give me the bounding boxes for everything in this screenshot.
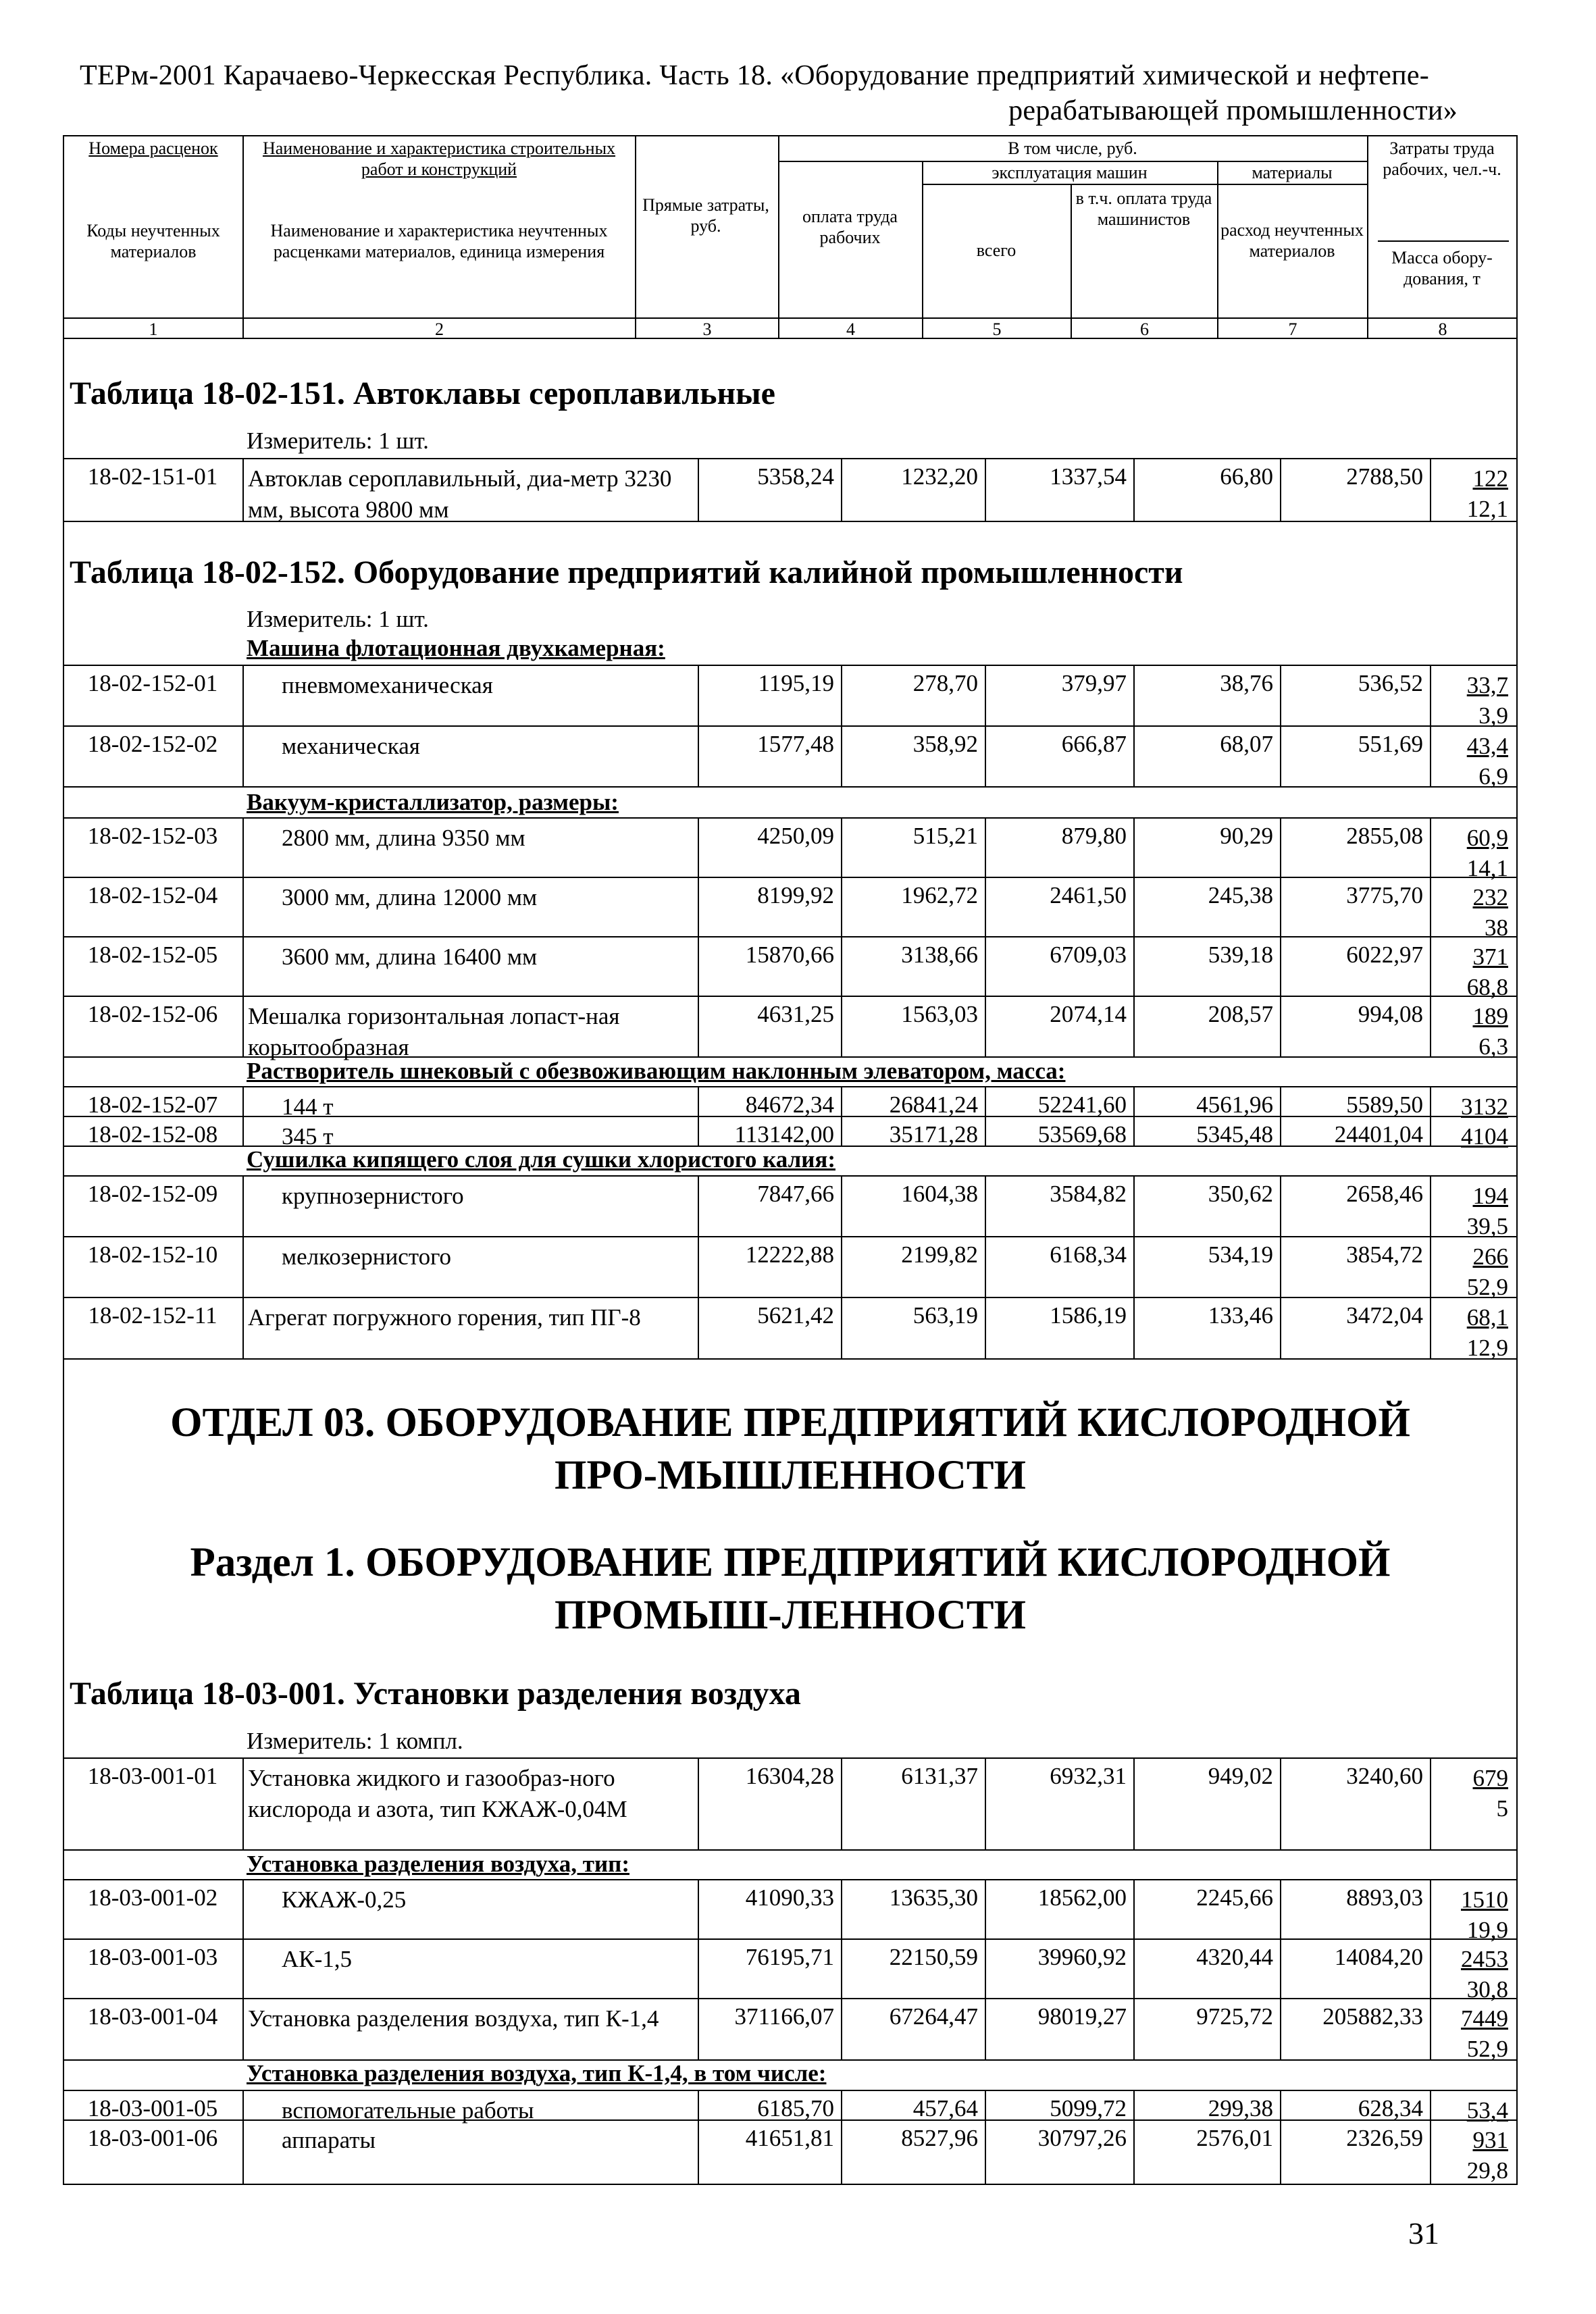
- row-labor-hours: 33,7: [1466, 672, 1508, 698]
- row-labor-mass: [1430, 1117, 1518, 1150]
- row-labor-mass: [1430, 1759, 1518, 1849]
- row-name: крупнозернистого: [242, 1177, 698, 1236]
- table-row: [63, 1086, 1518, 1120]
- row-materials: 994,08: [1280, 997, 1430, 1056]
- col-8-top: Затраты труда рабочих, чел.-ч.: [1383, 138, 1501, 179]
- row-machines-total: 6932,31: [985, 1759, 1133, 1849]
- header-divider: [1071, 184, 1072, 338]
- table-meter: Измеритель: 1 шт.: [247, 606, 429, 632]
- row-labor-hours: 43,4: [1466, 733, 1508, 759]
- row-name: Установка жидкого и газообраз-ного кислорода и азота, тип КЖАЖ-0,04М: [242, 1759, 698, 1849]
- row-materials: 3240,60: [1280, 1759, 1430, 1849]
- row-direct-costs: 15870,66: [698, 937, 841, 996]
- table-row: [63, 458, 1518, 522]
- row-labor-mass: [1430, 1177, 1518, 1239]
- row-labor-pay: 6131,37: [841, 1759, 985, 1849]
- row-machinist-pay: 208,57: [1133, 997, 1280, 1056]
- row-code: 18-02-152-07: [87, 1091, 218, 1118]
- row-equipment-mass: 6,3: [1478, 1033, 1508, 1060]
- table-row: [63, 1938, 1518, 2003]
- row-labor-pay: 1962,72: [841, 878, 985, 936]
- row-labor-hours: 194: [1472, 1183, 1508, 1209]
- section-heading: Раздел 1. ОБОРУДОВАНИЕ ПРЕДПРИЯТИЙ КИСЛОРОДНОЙ ПРОМЫШ-ЛЕННОСТИ: [190, 1540, 1391, 1638]
- row-machinist-pay: 5345,48: [1133, 1117, 1280, 1146]
- row-machinist-pay: 534,19: [1133, 1237, 1280, 1297]
- table-title: Таблица 18-03-001. Установки разделения воздуха: [70, 1676, 801, 1712]
- row-machinist-pay: 299,38: [1133, 2091, 1280, 2119]
- row-direct-costs: 113142,00: [698, 1117, 841, 1146]
- table-row: [63, 996, 1518, 1058]
- table-row: [63, 817, 1518, 881]
- row-code: 18-02-151-01: [87, 463, 218, 490]
- row-direct-costs: 6185,70: [698, 2091, 841, 2119]
- row-code: 18-02-152-04: [87, 882, 218, 908]
- row-code: 18-03-001-04: [87, 2003, 218, 2030]
- row-materials: 2855,08: [1280, 819, 1430, 877]
- row-materials: 5589,50: [1280, 1087, 1430, 1116]
- row-labor-pay: 35171,28: [841, 1117, 985, 1146]
- page-number: 31: [1408, 2216, 1439, 2251]
- row-machines-total: 3584,82: [985, 1177, 1133, 1236]
- row-direct-costs: 84672,34: [698, 1087, 841, 1116]
- col-4-header: оплата труда рабочих: [802, 207, 898, 247]
- col-6-header: в т.ч. оплата труда машинистов: [1075, 188, 1212, 229]
- row-labor-pay: 2199,82: [841, 1237, 985, 1297]
- row-labor-pay: 26841,24: [841, 1087, 985, 1116]
- row-machines-total: 5099,72: [985, 2091, 1133, 2119]
- row-labor-mass: [1430, 819, 1518, 881]
- running-header-line-2: рерабатывающей промышленности»: [1008, 95, 1458, 126]
- header-divider: [778, 135, 779, 338]
- row-equipment-mass: 14,1: [1466, 855, 1508, 881]
- row-machines-total: 379,97: [985, 666, 1133, 725]
- row-name: 3600 мм, длина 16400 мм: [242, 937, 698, 996]
- row-equipment-mass: 30,8: [1466, 1976, 1508, 2003]
- row-code: 18-02-152-11: [88, 1302, 217, 1329]
- row-materials: 3775,70: [1280, 878, 1430, 936]
- row-code: 18-02-152-01: [87, 670, 218, 696]
- row-materials: 2326,59: [1280, 2121, 1430, 2184]
- row-name: 3000 мм, длина 12000 мм: [242, 878, 698, 936]
- row-labor-mass: [1430, 1298, 1518, 1361]
- col-7-header: расход неучтенных материалов: [1220, 220, 1364, 261]
- row-labor-pay: 13635,30: [841, 1880, 985, 1938]
- row-labor-hours: 3132: [1461, 1094, 1508, 1120]
- row-labor-pay: 1604,38: [841, 1177, 985, 1236]
- row-equipment-mass: 6,9: [1478, 763, 1508, 790]
- row-machines-total: 6168,34: [985, 1237, 1133, 1297]
- row-materials: 628,34: [1280, 2091, 1430, 2119]
- row-labor-hours: 232: [1472, 884, 1508, 910]
- table-row: [63, 936, 1518, 1000]
- row-direct-costs: 371166,07: [698, 1999, 841, 2059]
- col-group-header: В том числе, руб.: [1008, 138, 1137, 158]
- row-equipment-mass: 12,9: [1466, 1335, 1508, 1361]
- row-name: 2800 мм, длина 9350 мм: [242, 819, 698, 877]
- row-direct-costs: 12222,88: [698, 1237, 841, 1297]
- row-machines-total: 1586,19: [985, 1298, 1133, 1358]
- row-direct-costs: 8199,92: [698, 878, 841, 936]
- row-name: аппараты: [242, 2121, 698, 2184]
- row-labor-pay: 457,64: [841, 2091, 985, 2119]
- row-labor-mass: [1430, 1940, 1518, 2003]
- col-machines-header: эксплуатация машин: [992, 163, 1148, 182]
- row-labor-hours: 266: [1472, 1243, 1508, 1270]
- row-machinist-pay: 38,76: [1133, 666, 1280, 725]
- row-machines-total: 53569,68: [985, 1117, 1133, 1146]
- row-name: Агрегат погружного горения, тип ПГ-8: [242, 1298, 698, 1358]
- running-header-line-1: ТЕРм-2001 Карачаево-Черкесская Республика. Часть 18. «Оборудование предприятий химической и нефтепе-: [80, 60, 1430, 91]
- row-code: 18-02-152-09: [87, 1181, 218, 1207]
- row-labor-pay: 358,92: [841, 727, 985, 786]
- row-labor-hours: 371: [1472, 944, 1508, 970]
- table-row: [63, 1297, 1518, 1360]
- col-1-top: Номера расценок: [88, 138, 218, 158]
- col-number: 3: [702, 319, 712, 339]
- row-labor-mass: [1430, 2121, 1518, 2184]
- header-divider: [1367, 135, 1368, 338]
- row-materials: 2658,46: [1280, 1177, 1430, 1236]
- row-name: 345 т: [242, 1117, 698, 1146]
- row-direct-costs: 4250,09: [698, 819, 841, 877]
- col-1-bottom: Коды неучтенных материалов: [86, 221, 220, 261]
- row-materials: 14084,20: [1280, 1940, 1430, 1998]
- row-code: 18-03-001-03: [87, 1944, 218, 1970]
- table-row: [63, 1116, 1518, 1150]
- row-name: КЖАЖ-0,25: [242, 1880, 698, 1938]
- row-code: 18-03-001-01: [87, 1763, 218, 1789]
- row-code: 18-02-152-05: [87, 942, 218, 968]
- row-labor-pay: 278,70: [841, 666, 985, 725]
- table-row: [63, 1879, 1518, 1943]
- col-2-top: Наименование и характеристика строительных работ и конструкций: [262, 138, 616, 179]
- row-materials: 205882,33: [1280, 1999, 1430, 2059]
- row-labor-mass: [1430, 1999, 1518, 2062]
- row-machines-total: 18562,00: [985, 1880, 1133, 1938]
- row-name: мелкозернистого: [242, 1237, 698, 1297]
- row-labor-pay: 563,19: [841, 1298, 985, 1358]
- row-labor-mass: [1430, 997, 1518, 1060]
- row-labor-hours: 7449: [1461, 2005, 1508, 2032]
- department-heading: ОТДЕЛ 03. ОБОРУДОВАНИЕ ПРЕДПРИЯТИЙ КИСЛОРОДНОЙ ПРО-МЫШЛЕННОСТИ: [170, 1400, 1410, 1498]
- row-labor-pay: 3138,66: [841, 937, 985, 996]
- row-labor-pay: 8527,96: [841, 2121, 985, 2184]
- row-labor-pay: 67264,47: [841, 1999, 985, 2059]
- table-row: [63, 1175, 1518, 1237]
- row-machinist-pay: 66,80: [1133, 459, 1280, 521]
- row-machinist-pay: 133,46: [1133, 1298, 1280, 1358]
- row-labor-hours: 1510: [1461, 1886, 1508, 1913]
- row-labor-mass: [1430, 727, 1518, 790]
- row-labor-hours: 679: [1472, 1765, 1508, 1791]
- row-labor-hours: 189: [1472, 1003, 1508, 1029]
- row-machines-total: 666,87: [985, 727, 1133, 786]
- row-name: пневмомеханическая: [242, 666, 698, 725]
- group-heading: Установка разделения воздуха, тип К-1,4, в том числе:: [247, 2060, 827, 2086]
- row-equipment-mass: 38: [1485, 915, 1508, 941]
- row-machines-total: 30797,26: [985, 2121, 1133, 2184]
- row-code: 18-02-152-03: [87, 823, 218, 849]
- row-direct-costs: 41651,81: [698, 2121, 841, 2184]
- row-name: механическая: [242, 727, 698, 786]
- row-equipment-mass: 39,5: [1466, 1213, 1508, 1239]
- row-materials: 24401,04: [1280, 1117, 1430, 1146]
- row-labor-mass: [1430, 666, 1518, 729]
- row-machinist-pay: 245,38: [1133, 878, 1280, 936]
- header-divider: [1217, 161, 1218, 338]
- row-name: вспомогательные работы: [242, 2091, 698, 2119]
- row-name: Автоклав сероплавильный, диа-метр 3230 мм, высота 9800 мм: [242, 459, 698, 521]
- row-equipment-mass: 68,8: [1466, 974, 1508, 1000]
- row-labor-mass: [1430, 1880, 1518, 1943]
- row-name: 144 т: [242, 1087, 698, 1116]
- col-2-bottom: Наименование и характеристика неучтенных расценками материалов, единица измерения: [270, 221, 608, 261]
- row-machines-total: 2074,14: [985, 997, 1133, 1056]
- row-materials: 8893,03: [1280, 1880, 1430, 1938]
- row-labor-hours: 68,1: [1466, 1304, 1508, 1331]
- row-machines-total: 6709,03: [985, 937, 1133, 996]
- row-machines-total: 2461,50: [985, 878, 1133, 936]
- header-divider: [922, 161, 923, 338]
- row-labor-hours: 60,9: [1466, 825, 1508, 851]
- col-materials-header: материалы: [1252, 163, 1333, 182]
- row-code: 18-03-001-02: [87, 1884, 218, 1911]
- row-name: АК-1,5: [242, 1940, 698, 1998]
- table-row: [63, 2119, 1518, 2185]
- row-materials: 536,52: [1280, 666, 1430, 725]
- row-machines-total: 879,80: [985, 819, 1133, 877]
- row-direct-costs: 1577,48: [698, 727, 841, 786]
- col-8-bottom: Масса обору-дования, т: [1391, 248, 1493, 288]
- row-labor-mass: [1430, 1237, 1518, 1300]
- row-machinist-pay: 350,62: [1133, 1177, 1280, 1236]
- table-title: Таблица 18-02-152. Оборудование предприятий калийной промышленности: [70, 555, 1183, 590]
- row-name: Установка разделения воздуха, тип К-1,4: [242, 1999, 698, 2059]
- row-direct-costs: 4631,25: [698, 997, 841, 1056]
- row-materials: 3854,72: [1280, 1237, 1430, 1297]
- row-labor-pay: 1232,20: [841, 459, 985, 521]
- row-machinist-pay: 4561,96: [1133, 1087, 1280, 1116]
- table-row: [63, 1236, 1518, 1298]
- row-labor-hours: 122: [1472, 465, 1508, 492]
- group-heading: Сушилка кипящего слоя для сушки хлористого калия:: [247, 1146, 835, 1173]
- row-labor-hours: 931: [1472, 2127, 1508, 2153]
- row-name: Мешалка горизонтальная лопаст-ная корытообразная: [242, 997, 698, 1056]
- row-labor-mass: [1430, 937, 1518, 1000]
- col-3-header: Прямые затраты, руб.: [642, 195, 769, 236]
- row-code: 18-03-001-05: [87, 2095, 218, 2122]
- header-divider: [778, 161, 1367, 162]
- row-direct-costs: 41090,33: [698, 1880, 841, 1938]
- row-equipment-mass: 19,9: [1466, 1917, 1508, 1943]
- row-labor-hours: 4104: [1461, 1123, 1508, 1150]
- col-number: 1: [149, 319, 158, 339]
- row-labor-hours: 2453: [1461, 1946, 1508, 1972]
- row-machines-total: 39960,92: [985, 1940, 1133, 1998]
- row-direct-costs: 5358,24: [698, 459, 841, 521]
- row-labor-mass: [1430, 1087, 1518, 1120]
- row-materials: 551,69: [1280, 727, 1430, 786]
- row-direct-costs: 1195,19: [698, 666, 841, 725]
- row-labor-pay: 515,21: [841, 819, 985, 877]
- row-code: 18-03-001-06: [87, 2125, 218, 2151]
- row-labor-mass: [1430, 2091, 1518, 2124]
- row-direct-costs: 5621,42: [698, 1298, 841, 1358]
- row-equipment-mass: 52,9: [1466, 2036, 1508, 2062]
- header-divider: [922, 184, 1367, 185]
- row-materials: 6022,97: [1280, 937, 1430, 996]
- row-machinist-pay: 90,29: [1133, 819, 1280, 877]
- table-row: [63, 725, 1518, 788]
- col-number: 5: [992, 319, 1002, 339]
- row-equipment-mass: 29,8: [1466, 2157, 1508, 2184]
- row-machinist-pay: 949,02: [1133, 1759, 1280, 1849]
- row-equipment-mass: 12,1: [1466, 496, 1508, 522]
- table-meter: Измеритель: 1 шт.: [247, 428, 429, 454]
- row-machinist-pay: 2576,01: [1133, 2121, 1280, 2184]
- row-equipment-mass: 3,9: [1478, 702, 1508, 729]
- row-machines-total: 1337,54: [985, 459, 1133, 521]
- row-labor-mass: [1430, 878, 1518, 941]
- col-5-header: всего: [976, 240, 1016, 260]
- table-row: [63, 877, 1518, 941]
- row-code: 18-02-152-06: [87, 1001, 218, 1027]
- row-machinist-pay: 2245,66: [1133, 1880, 1280, 1938]
- row-equipment-mass: 52,9: [1466, 1274, 1508, 1300]
- group-heading: Установка разделения воздуха, тип:: [247, 1851, 629, 1877]
- row-machinist-pay: 9725,72: [1133, 1999, 1280, 2059]
- col-number: 2: [435, 319, 444, 339]
- row-labor-pay: 22150,59: [841, 1940, 985, 1998]
- group-heading: Вакуум-кристаллизатор, размеры:: [247, 789, 619, 815]
- col-number: 7: [1288, 319, 1297, 339]
- row-labor-mass: [1430, 459, 1518, 521]
- table-meter: Измеритель: 1 компл.: [247, 1728, 463, 1754]
- table-row: [63, 665, 1518, 727]
- header-divider: [242, 135, 244, 338]
- table-row: [63, 1757, 1518, 1851]
- table-title: Таблица 18-02-151. Автоклавы сероплавильные: [70, 376, 775, 411]
- row-machinist-pay: 68,07: [1133, 727, 1280, 786]
- row-code: 18-02-152-10: [87, 1241, 218, 1268]
- group-heading: Машина флотационная двухкамерная:: [247, 635, 665, 661]
- row-direct-costs: 76195,71: [698, 1940, 841, 1998]
- row-materials: 3472,04: [1280, 1298, 1430, 1358]
- row-direct-costs: 7847,66: [698, 1177, 841, 1236]
- header-divider: [1378, 240, 1509, 242]
- row-labor-hours: 53,4: [1466, 2097, 1508, 2124]
- col-number: 6: [1140, 319, 1149, 339]
- row-machinist-pay: 4320,44: [1133, 1940, 1280, 1998]
- table-row: [63, 2090, 1518, 2124]
- header-divider: [635, 135, 636, 338]
- row-code: 18-02-152-08: [87, 1121, 218, 1148]
- row-code: 18-02-152-02: [87, 731, 218, 757]
- col-number: 8: [1438, 319, 1447, 339]
- row-equipment-mass: 5: [1496, 1795, 1508, 1822]
- row-labor-pay: 1563,03: [841, 997, 985, 1056]
- row-machines-total: 98019,27: [985, 1999, 1133, 2059]
- row-direct-costs: 16304,28: [698, 1759, 841, 1849]
- row-materials: 2788,50: [1280, 459, 1430, 521]
- row-machines-total: 52241,60: [985, 1087, 1133, 1116]
- col-number: 4: [846, 319, 855, 339]
- table-row: [63, 1998, 1518, 2061]
- group-heading: Растворитель шнековый с обезвоживающим наклонным элеватором, масса:: [247, 1058, 1066, 1084]
- row-machinist-pay: 539,18: [1133, 937, 1280, 996]
